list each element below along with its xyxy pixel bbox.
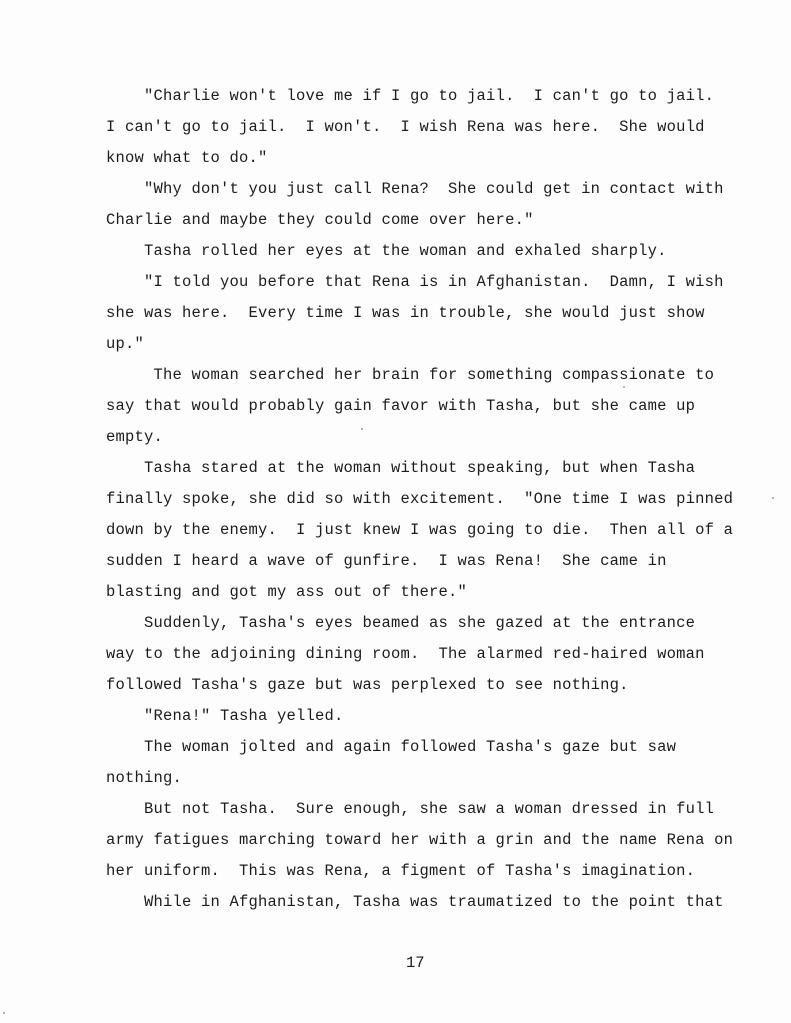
text-line: blasting and got my ass out of there.": [106, 583, 468, 601]
text-line: finally spoke, she did so with excitement. "One time I was pinned: [106, 490, 734, 508]
scan-speck: [623, 386, 625, 388]
text-line: followed Tasha's gaze but was perplexed to see nothing.: [106, 676, 629, 694]
text-line: nothing.: [106, 769, 183, 787]
text-line: say that would probably gain favor with Tasha, but she came up: [106, 397, 696, 415]
text-line: Charlie and maybe they could come over here.": [106, 211, 534, 229]
text-line: up.": [106, 335, 145, 353]
text-line: know what to do.": [106, 149, 268, 167]
text-line: "I told you before that Rena is in Afghanistan. Damn, I wish: [106, 273, 724, 291]
text-line: The woman jolted and again followed Tasha's gaze but saw: [106, 738, 677, 756]
text-line: Suddenly, Tasha's eyes beamed as she gazed at the entrance: [106, 614, 696, 632]
text-line: "Why don't you just call Rena? She could get in contact with: [106, 180, 724, 198]
text-line: empty.: [106, 428, 164, 446]
text-line: her uniform. This was Rena, a figment of Tasha's imagination.: [106, 862, 696, 880]
text-line: While in Afghanistan, Tasha was traumatized to the point that: [106, 893, 724, 911]
text-line: Tasha rolled her eyes at the woman and exhaled sharply.: [106, 242, 667, 260]
page-number: 17: [406, 954, 425, 972]
text-line: she was here. Every time I was in trouble, she would just show: [106, 304, 705, 322]
text-line: The woman searched her brain for something compassionate to: [106, 366, 715, 384]
text-line: "Rena!" Tasha yelled.: [106, 707, 344, 725]
text-line: "Charlie won't love me if I go to jail. I can't go to jail.: [106, 87, 715, 105]
scan-speck: [361, 428, 363, 430]
scan-speck: [3, 1012, 5, 1014]
text-line: sudden I heard a wave of gunfire. I was Rena! She came in: [106, 552, 667, 570]
text-line: way to the adjoining dining room. The alarmed red-haired woman: [106, 645, 705, 663]
text-line: down by the enemy. I just knew I was going to die. Then all of a: [106, 521, 734, 539]
text-line: army fatigues marching toward her with a grin and the name Rena on: [106, 831, 734, 849]
text-line: But not Tasha. Sure enough, she saw a woman dressed in full: [106, 800, 715, 818]
scan-speck: [772, 497, 774, 499]
text-line: I can't go to jail. I won't. I wish Rena was here. She would: [106, 118, 705, 136]
text-line: Tasha stared at the woman without speaking, but when Tasha: [106, 459, 696, 477]
